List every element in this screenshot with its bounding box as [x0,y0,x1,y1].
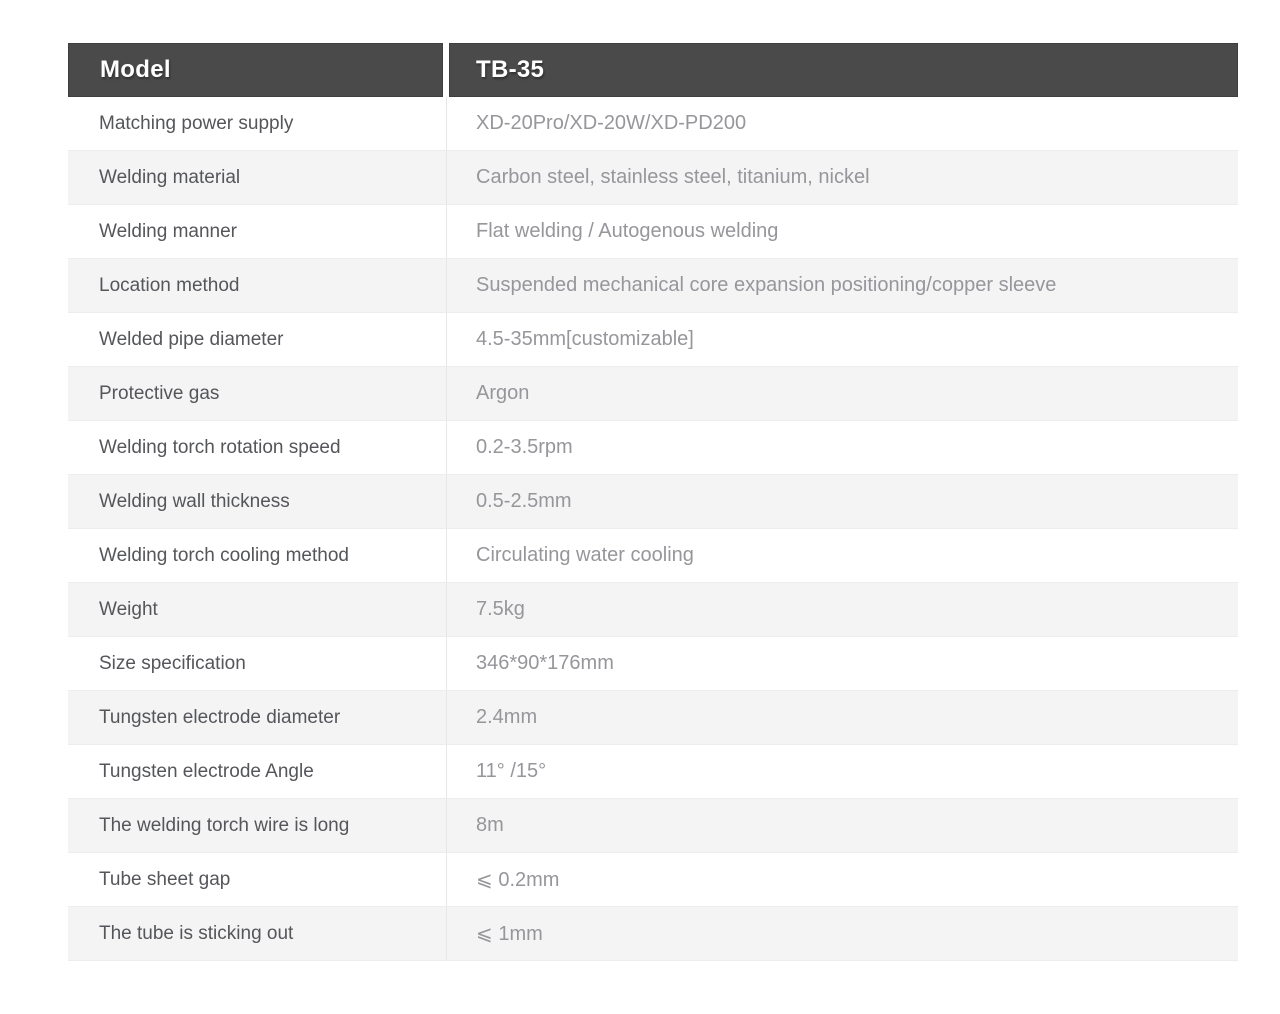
spec-label: Protective gas [99,382,220,404]
table-header-model: Model [68,43,443,97]
spec-label: Welded pipe diameter [99,328,284,350]
spec-label: Welding material [99,166,241,188]
table-row [68,907,1238,961]
table-row [68,583,1238,637]
spec-table [68,43,1238,961]
spec-value: 11° /15° [446,745,1238,798]
table-body [68,97,1238,961]
spec-value: ⩽ 0.2mm [446,853,1238,906]
spec-label: The welding torch wire is long [99,814,350,836]
spec-label: Welding wall thickness [99,490,290,512]
table-row [68,691,1238,745]
table-row [68,799,1238,853]
spec-value: 7.5kg [446,583,1238,636]
table-row [68,421,1238,475]
table-row [68,367,1238,421]
spec-label: Tube sheet gap [99,868,231,890]
spec-value: 8m [446,799,1238,852]
table-row [68,205,1238,259]
spec-value: Flat welding / Autogenous welding [446,205,1238,258]
spec-value: 0.2-3.5rpm [446,421,1238,474]
table-row [68,745,1238,799]
spec-value: Circulating water cooling [446,529,1238,582]
spec-label: Tungsten electrode Angle [99,760,314,782]
spec-label: Matching power supply [99,112,294,134]
table-header-row [68,43,1238,97]
spec-label: Welding torch cooling method [99,544,349,566]
table-row [68,529,1238,583]
spec-value: ⩽ 1mm [446,907,1238,960]
spec-value: 346*90*176mm [446,637,1238,690]
spec-value: 2.4mm [446,691,1238,744]
table-row [68,97,1238,151]
spec-label: Welding torch rotation speed [99,436,341,458]
table-row [68,475,1238,529]
spec-value: 4.5-35mm[customizable] [446,313,1238,366]
spec-value: 0.5-2.5mm [446,475,1238,528]
spec-label: Weight [99,598,158,620]
table-row [68,151,1238,205]
spec-label: Location method [99,274,240,296]
spec-value: Carbon steel, stainless steel, titanium, nickel [446,151,1238,204]
table-row [68,637,1238,691]
table-row [68,259,1238,313]
spec-value: Argon [446,367,1238,420]
table-row [68,853,1238,907]
spec-value: XD-20Pro/XD-20W/XD-PD200 [446,97,1238,150]
spec-label: Welding manner [99,220,238,242]
table-header-model-value: TB-35 [449,43,1238,97]
spec-label: The tube is sticking out [99,922,294,944]
spec-value: Suspended mechanical core expansion positioning/copper sleeve [446,259,1238,312]
spec-label: Size specification [99,652,246,674]
table-row [68,313,1238,367]
spec-label: Tungsten electrode diameter [99,706,341,728]
